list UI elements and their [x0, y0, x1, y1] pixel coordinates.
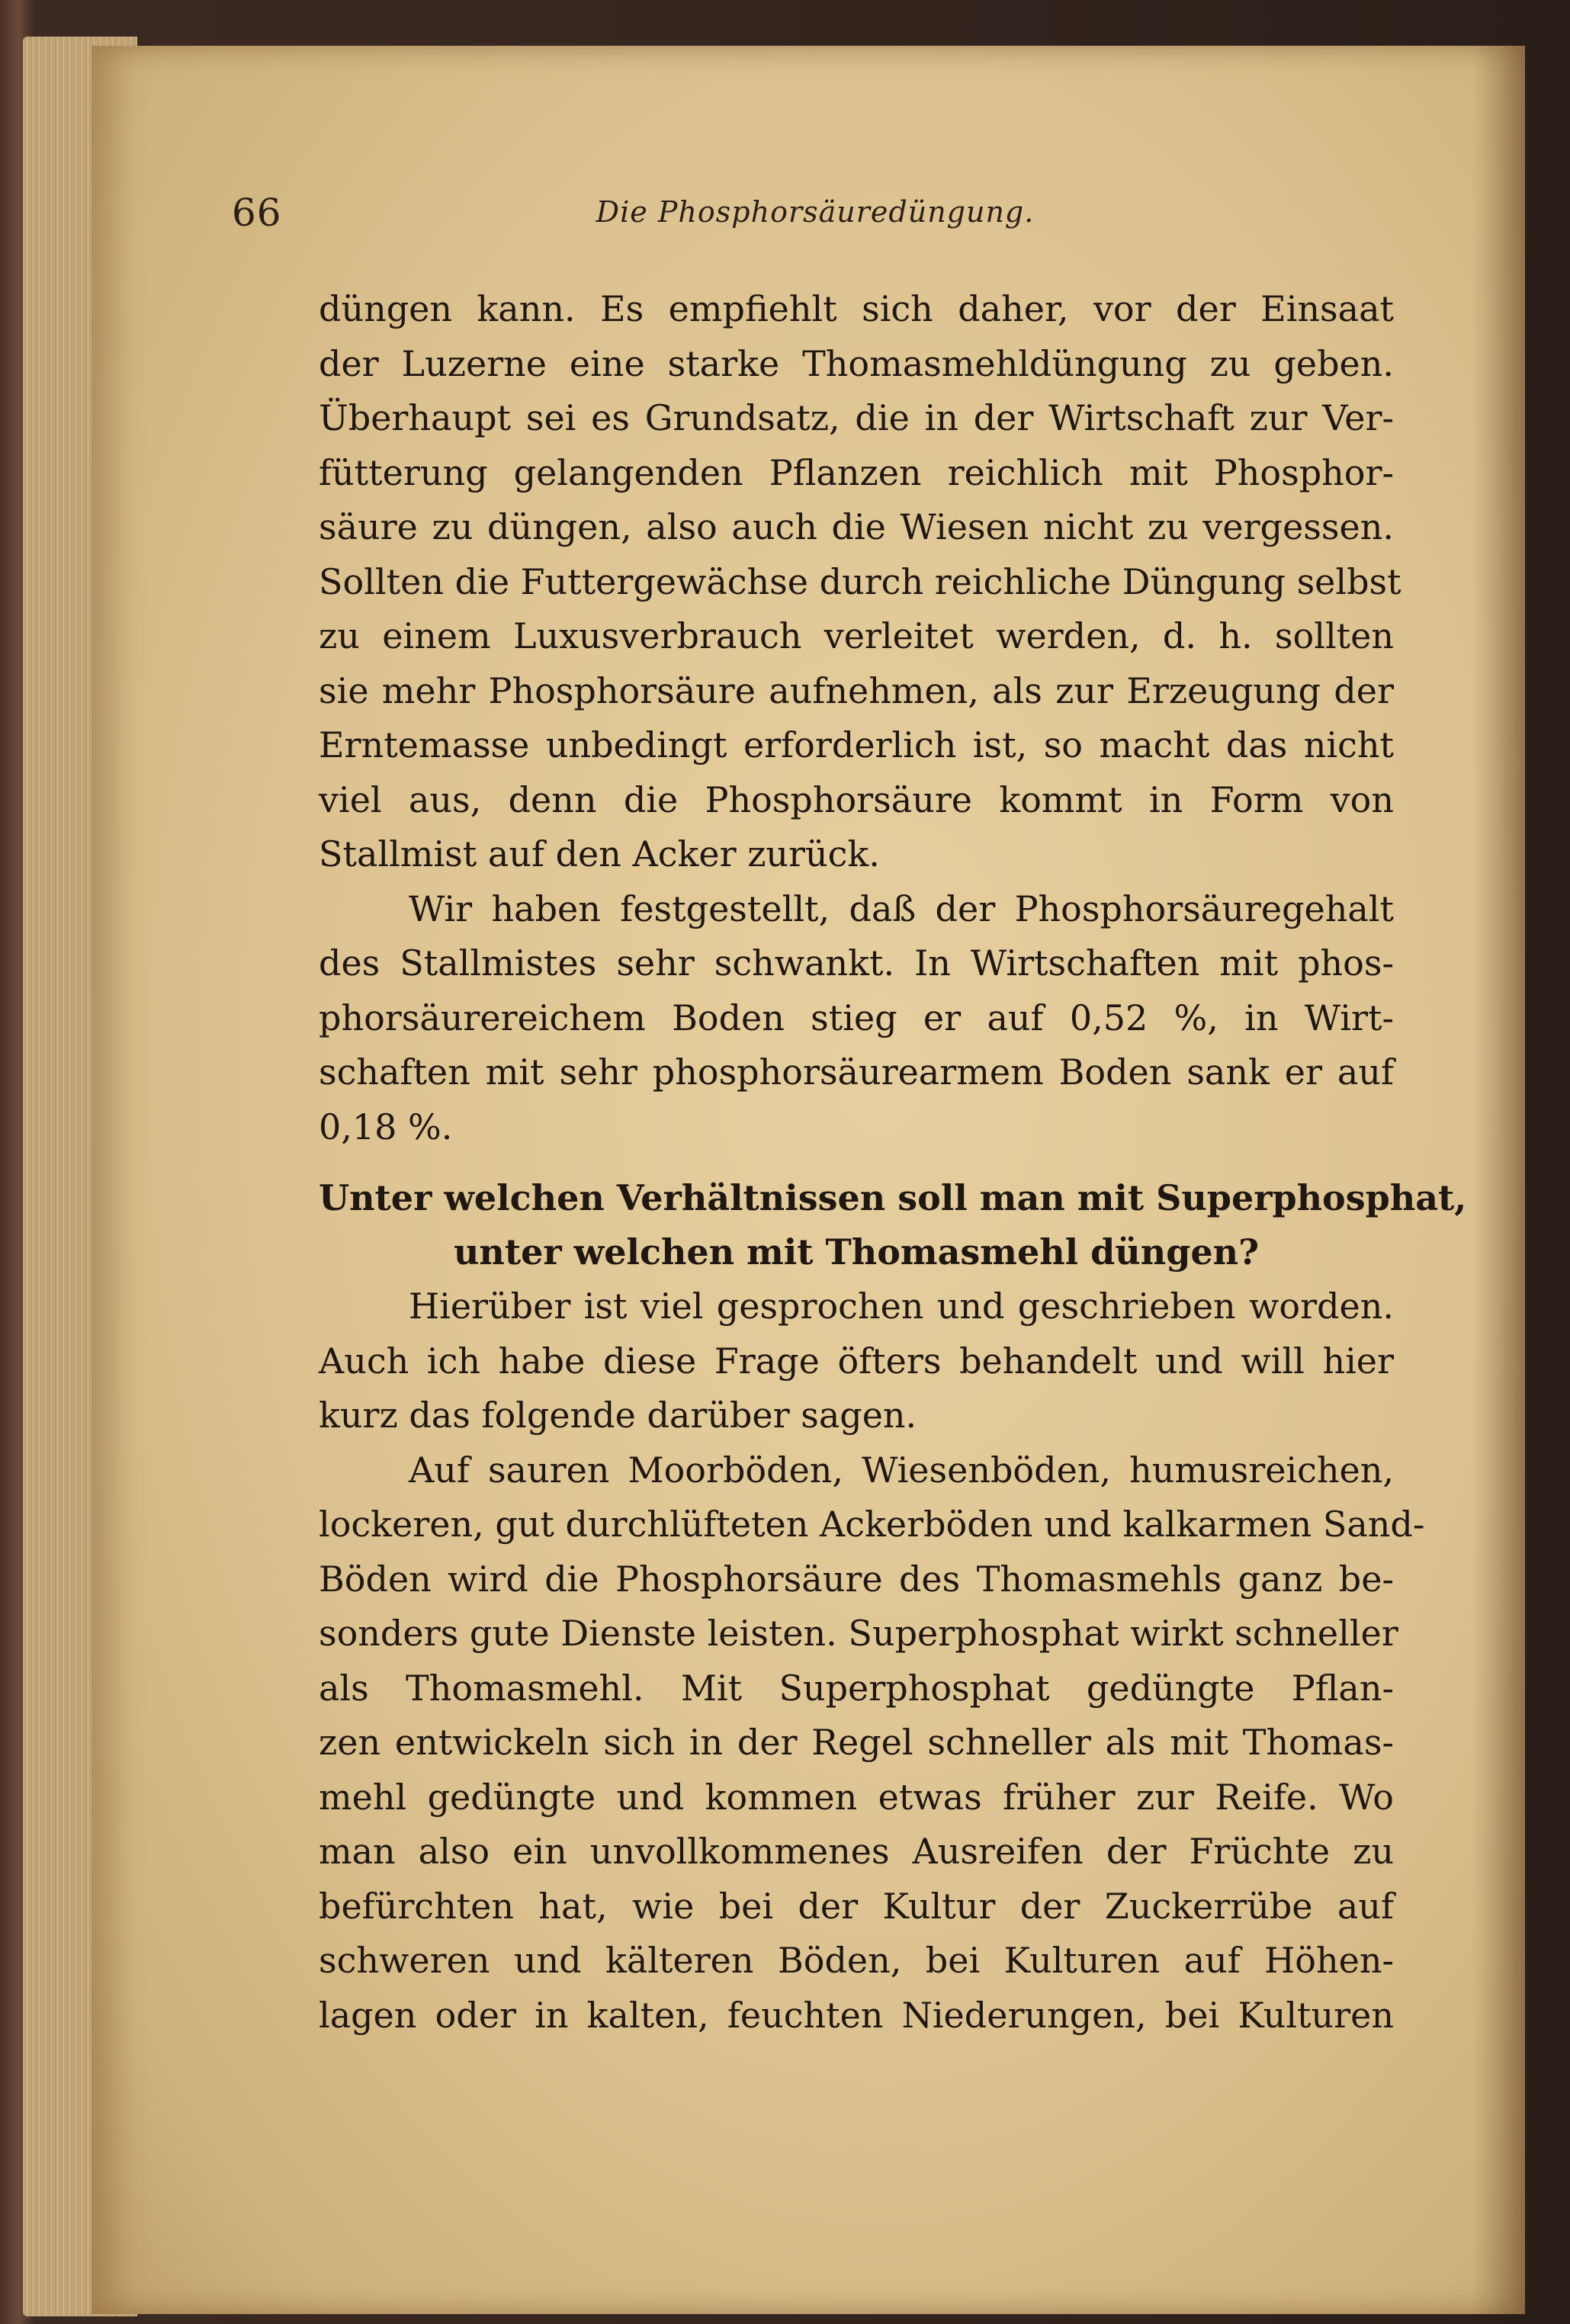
text-line: Überhaupt sei es Grundsatz, die in der Wirtschaft zur Ver-: [319, 397, 1394, 438]
text-line: Sollten die Futtergewächse durch reichliche Düngung selbst: [319, 560, 1401, 602]
body-text: [319, 282, 1467, 2043]
text-line: des Stallmistes sehr schwankt. In Wirtschaften mit phos-: [319, 942, 1394, 984]
section-heading: [319, 1171, 1467, 1279]
text-line: schaften mit sehr phosphorsäurearmem Boden sank er auf: [319, 1051, 1394, 1093]
page-fold-shadow: [1472, 46, 1525, 2314]
text-line: Böden wird die Phosphorsäure des Thomasmehls ganz be-: [319, 1558, 1394, 1600]
text-line: befürchten hat, wie bei der Kultur der Zuckerrübe auf: [319, 1885, 1394, 1927]
text-line: Auf sauren Moorböden, Wiesenböden, humusreichen,: [409, 1449, 1394, 1491]
paragraph: [319, 882, 1394, 1155]
text-line: lagen oder in kalten, feuchten Niederungen, bei Kulturen: [319, 1994, 1394, 2036]
running-title: Die Phosphorsäuredüngung.: [596, 195, 1035, 229]
text-line: zen entwickeln sich in der Regel schneller als mit Thomas-: [319, 1722, 1394, 1763]
text-line: kurz das folgende darüber sagen.: [319, 1395, 917, 1436]
text-line: der Luzerne eine starke Thomasmehldüngung zu geben.: [319, 342, 1394, 384]
text-line: düngen kann. Es empfiehlt sich daher, vor der Einsaat: [319, 288, 1394, 329]
paragraph: [319, 1443, 1425, 2043]
text-line: zu einem Luxusverbrauch verleitet werden, d. h. sollten: [319, 615, 1394, 656]
text-line: Auch ich habe diese Frage öfters behandelt und will hier: [319, 1340, 1394, 1382]
text-line: lockeren, gut durchlüfteten Ackerböden und kalkarmen Sand-: [319, 1504, 1425, 1545]
text-line: schweren und kälteren Böden, bei Kulturen auf Höhen-: [319, 1940, 1394, 1981]
text-line: als Thomasmehl. Mit Superphosphat gedüngte Pflan-: [319, 1667, 1394, 1709]
text-line: mehl gedüngte und kommen etwas früher zur Reife. Wo: [319, 1776, 1394, 1818]
page-header: [232, 191, 1398, 252]
text-line: phorsäurereichem Boden stieg er auf 0,52 %, in Wirt-: [319, 997, 1394, 1038]
text-line: man also ein unvollkommenes Ausreifen der Früchte zu: [319, 1831, 1394, 1872]
heading-line: Unter welchen Verhältnissen soll man mit Superphosphat,: [319, 1177, 1467, 1218]
text-line: Erntemasse unbedingt erforderlich ist, so macht das nicht: [319, 724, 1394, 766]
text-line: sie mehr Phosphorsäure aufnehmen, als zur Erzeugung der: [319, 669, 1394, 711]
heading-line: unter welchen mit Thomasmehl düngen?: [453, 1231, 1260, 1273]
text-line: 0,18 %.: [319, 1106, 453, 1148]
spacer: [319, 1154, 1394, 1171]
page-number: 66: [232, 191, 282, 235]
text-line: fütterung gelangenden Pflanzen reichlich mit Phosphor-: [319, 451, 1394, 493]
text-line: Wir haben festgestellt, daß der Phosphorsäuregehalt: [409, 888, 1394, 929]
text-line: Hierüber ist viel gesprochen und geschrieben worden.: [409, 1286, 1394, 1327]
text-line: sonders gute Dienste leisten. Superphosphat wirkt schneller: [319, 1613, 1398, 1654]
paragraph: [319, 282, 1401, 882]
text-line: viel aus, denn die Phosphorsäure kommt in Form von: [319, 778, 1394, 820]
text-line: Stallmist auf den Acker zurück.: [319, 833, 880, 875]
paragraph: [319, 1279, 1394, 1443]
text-line: säure zu düngen, also auch die Wiesen nicht zu vergessen.: [319, 506, 1394, 547]
